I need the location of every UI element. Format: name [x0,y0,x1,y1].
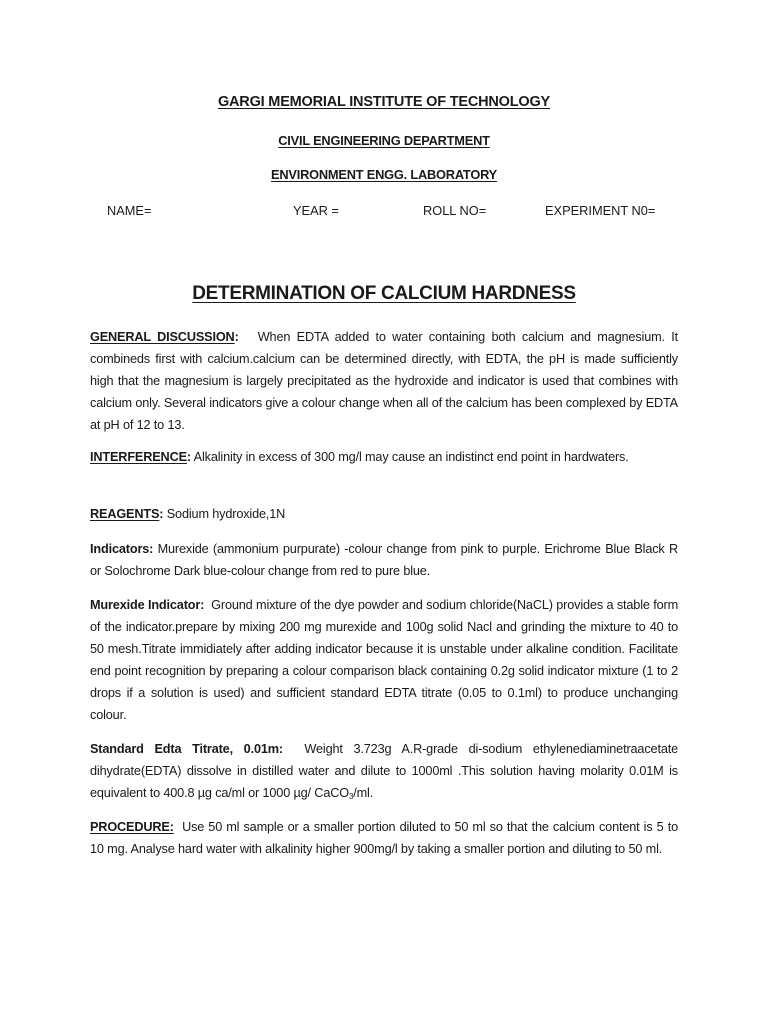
section-text: Sodium hydroxide,1N [166,507,286,521]
section-label: Murexide Indicator: [90,598,205,612]
reagents-section [90,503,678,525]
procedure-section [90,816,678,860]
murexide-indicator-section [90,594,678,726]
subscript: 3 [348,792,354,801]
year-field: YEAR = [293,203,339,218]
department-heading: CIVIL ENGINEERING DEPARTMENT [278,133,490,148]
standard-edta-section [90,738,678,804]
section-text: When EDTA added to water containing both calcium and magnesium. It combineds first with calcium.calcium can be determined directly, with EDTA, the pH is made sufficiently high that the magnesium is largely precipitated as the hydroxide and indicator is used that combines with calcium only. Several indicators give a colour change when all of the calcium has been complexed by EDTA at pH of 12 to 13. [90,330,678,432]
section-text-tail: /ml. [353,786,374,800]
section-label: INTERFERENCE: [90,450,191,464]
section-text: Alkalinity in excess of 300 mg/l may cause an indistinct end point in hardwaters. [193,450,629,464]
laboratory-heading: ENVIRONMENT ENGG. LABORATORY [271,167,497,182]
document-title: DETERMINATION OF CALCIUM HARDNESS [192,283,576,304]
section-label: Indicators: [90,542,154,556]
section-label: PROCEDURE: [90,820,174,834]
name-field: NAME= [107,203,152,218]
section-text: Use 50 ml sample or a smaller portion diluted to 50 ml so that the calcium content is 5 to 10 mg. Analyse hard water with alkalinity higher 900mg/l by taking a smaller portion and diluting to 50 ml. [90,820,678,856]
institute-heading: GARGI MEMORIAL INSTITUTE OF TECHNOLOGY [217,94,551,110]
indicators-section [90,538,678,582]
section-label: REAGENTS: [90,507,164,521]
interference-section [90,446,678,468]
section-text: Ground mixture of the dye powder and sodium chloride(NaCL) provides a stable form of the indicator.prepare by mixing 200 mg murexide and 100g solid Nacl and grinding the mixture to 40 to 50 mesh.Titrate immidiately after adding indicator because it is unstable under alkaline condition. Facilitate end point recognition by preparing a colour comparison black containing 0.2g solid indicator mixture (1 to 2 drops if a solution is used) and sufficient standard EDTA titrate (0.05 to 0.1ml) to produce unchanging colour. [90,598,678,722]
general-discussion-section [90,326,678,436]
roll-no-field: ROLL NO= [423,203,487,218]
experiment-no-field: EXPERIMENT N0= [545,203,656,218]
section-text: Weight 3.723g A.R-grade di-sodium ethylenediaminetraacetate dihydrate(EDTA) dissolve in distilled water and dilute to 1000ml .This solution having molarity 0.01M is equivalent to 400.8 µg ca/ml or 1000 µg/ CaCO [90,742,679,800]
section-text: Murexide (ammonium purpurate) -colour change from pink to purple. Erichrome Blue Black R or Solochrome Dark blue-colour change from red to pure blue. [90,542,678,578]
section-label: GENERAL DISCUSSION: [90,330,239,344]
section-label: Standard Edta Titrate, 0.01m: [90,742,283,756]
